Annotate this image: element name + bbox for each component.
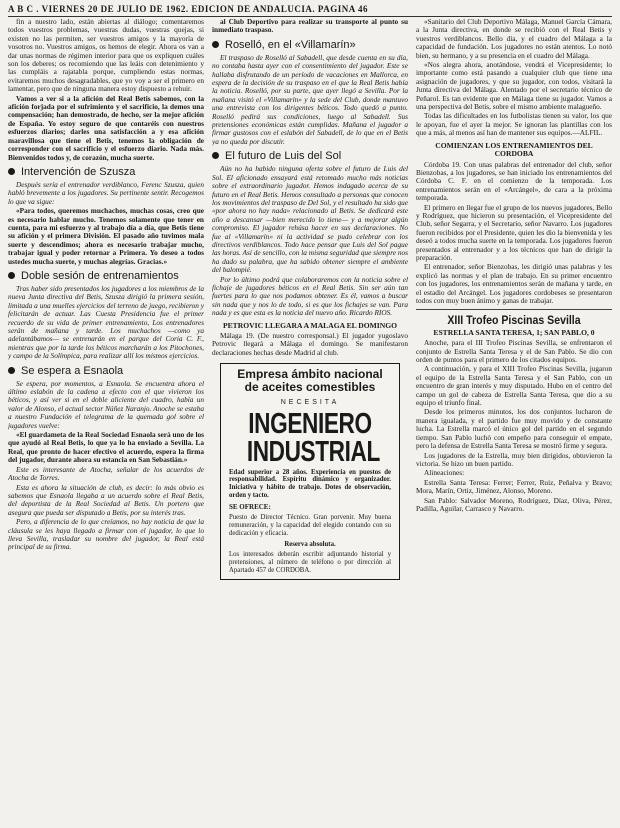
paragraph: Se espera, por momentos, a Esnaola. Se encuentra ahora el último eslabón de la cadena a efecto con el que vivieron los béticos, y así ver si en el doble aliciente del cuadro, había un valor de Alonso, el actual sector Núñez Naranjo. Anoche se estaba a nuestro Fundación el telegrama de la quemada gol sobre el jugadores vuelve:: [8, 378, 204, 430]
paragraph: A continuación, y para el XIII Trofeo Piscinas Sevilla, jugaron el equipo de la Estrella Santa Teresa y el San Pablo, con un encuentro de gran interés y muy disputado. Hubo en el centro del campo un gol de cabeza de Estrella Santa Teresa, que dio a su equipo el triunfo final.: [416, 364, 612, 408]
bullet-icon: [212, 41, 219, 48]
paragraph: Vamos a ver si a la afición del Real Betis sabemos, con la afición forjada por el sufrimiento y el sacrificio, la demos una compensación; han demostrado, de hecho, ser la mejor afición de España. Yo estoy seguro de que contaréis con nuestros esfuerzos diarios; darles una satisfacción a y esa afición maravillosa que tiene el Betis, tenemos la obligación de corresponder con el sacrificio y el esfuerzo diario. Nada más. Bienvenidos todos y, de corazón, mucha suerte.: [8, 93, 204, 162]
ad-needs: NECESITA: [280, 399, 340, 407]
paragraph: Alineaciones:: [424, 468, 465, 478]
paragraph: «Nos alegra ahora, anotándose, vendrá el Vicepresidente; lo importante como está pasando a cualquier club que tiene una asignación de jugadores, y que su jugador, con todos, visitará la Junta directiva del Málaga. Alentado por el secretario técnico de Peñarol. Es tan evidente que en Málaga tiene su jugador. Vamos a una perspectiva del Betis, sobre el mismo ambiente malagueño.: [416, 60, 612, 112]
divider: [416, 309, 612, 310]
section-title: El futuro de Luis del Sol: [225, 150, 342, 163]
column-3: [416, 18, 612, 824]
paragraph: «Para todos, queremos muchachos, muchas cosas, creo que es necesario hablar mucho. Tenemos solamente que tener en cuenta, para mi esfuerzo y al trabajo día a día, que Betis tiene su afición y el primera División. El pasado año tuvimos mala suerte y descendimos; ahora es necesario trabajar mucho, trabajar igual y poder retornar a Primera. Yo deseo a todos ustedes mucha suerte, y muchas alegrías. Gracias.»: [8, 206, 204, 266]
article-headline: COMIENZAN LOS ENTRENAMIENTOS DEL CORDOBA: [435, 140, 593, 159]
ad-requirements: Edad superior a 28 años. Experiencia en puestos de responsabilidad. Espíritu dinámico y organizador. Iniciativa y hábito de trabajo. Dotes de observación, orden y tacto.: [229, 468, 391, 500]
ad-contact: Los interesados deberán escribir adjuntando historial y pretensiones, al número de teléfono o por dirección al Apartado 457 de CORDOBA.: [229, 551, 391, 574]
paragraph: El traspaso de Roselló al Sabadell, que desde cuenta en su día, no contaba hasta ayer con el consentimiento del jugador. Este se hallaba disfrutando de un período de vacaciones en Mallorca, en espera de la decisión de su traspaso en el que la Real Betis había la noticia. Roselló, por su parte, que ayer llegó a Sevilla. Por la mañana visitó el «Villamarín» y la sede del Club, donde mantuvo una entrevista con los dirigentes béticos. Todo quedó a punto. Roselló pedirá sus condiciones, luego al Sabadell. Sus pretensiones económicas están cumplidas. Mañana el jugador a firmar gustosos con el eslabón del Sabadell, de lo que en el Betis ya no queda por discutir.: [212, 52, 408, 146]
page-header: A B C . VIERNES 20 DE JULIO DE 1962. EDICION DE ANDALUCIA. PAGINA 46: [8, 4, 612, 17]
column-1: [8, 18, 204, 824]
article-headline: PETROVIC LLEGARA A MALAGA EL DOMINGO: [222, 320, 398, 330]
bullet-icon: [8, 272, 15, 279]
section-title: Roselló, en el «Villamarín»: [225, 38, 356, 51]
section-title: Doble sesión de entrenamientos: [21, 269, 179, 282]
section-title: Intervención de Szusza: [21, 165, 136, 178]
paragraph: Aún no ha habido ninguna oferta sobre el futuro de Luis del Sol. El aficionado ensayará está retomado mucho más noticias sobre el extraordinario jugador. Hemos indagado acerca de su futuro en el Real Betis. Hemos consultado a personas que conocen los movimientos del traspaso de Del Sol, y el resultado ha sido que «por ahora no hay nada» relacionado al Betis. Se dedicará este año a descansar —bien merecido lo tiene— y a mejorar algún compromiso. El jugador rehúsa hacer en sus declaraciones. No fue al «Villamarín» ni la actividad se pudo celebrar con los directivos verdiblancos. Todo hace pensar que Luis del Sol pague las horas. Así de sencillo, con la misma seguridad que siempre nos ha dado su palabra, que ha sabido obtener siempre el ambiente del balompié.: [212, 164, 408, 275]
bullet-icon: [8, 367, 15, 374]
bullet-icon: [212, 152, 219, 159]
paragraph: «Sanitario del Club Deportivo Málaga, Manuel García Cámara, a la Junta directiva, en donde se recibió con el Real Betis y vuestros verdiblancos. Bello día, y el cuadro del Málaga a la capacidad de fundación. Los jugadores no están atentos. Lo notó bien, su hermano, y a su presencia en el cuadro del Málaga.: [416, 18, 612, 60]
paragraph: Anoche, para el III Trofeo Piscinas Sevilla, se enfrentaron el conjunto de Estrella Santa Teresa y el de San Pablo. Se dio con orden de puntos para el primero de los citados equipos.: [416, 338, 612, 365]
bullet-icon: [8, 168, 15, 175]
paragraph: al Club Deportivo para realizar su transporte al punto su inmediato traspaso.: [212, 18, 408, 35]
paragraph: Estrella Santa Teresa: Ferrer; Ferrer, Ruiz, Peñalva y Bravo; Mora, Marín, Ortiz, Jiménez, Alonso, Moreno.: [416, 477, 612, 496]
paragraph: fin a nuestro lado, están abiertas al diálogo; comentaremos todos vuestros problemas, vuestras dudas, vuestras quejas, si existen no las permiten, ser vuestros amigos y la mayoría de vosotros no. Vuestros amigos, os hemos de elegir. Ahora os van a dar unas normas de régimen interior para que os expliquen cuáles son los deberes; os recomiendo que las leáis con detenimiento y las cumpláis a rajatabla porque, cumpliendo estas normas, evitaremos muchos desagradables, que yo voy a ser el primero en lamentar, pero que de ninguna manera estoy dispuesto a rehuir.: [8, 18, 204, 94]
paragraph: Después sería el entrenador verdiblanco, Ferenc Szusza, quien habló brevemente a los jugadores. Su pertinente sentir. Recogemos lo que va sigue:: [8, 179, 204, 206]
ad-offer-label: SE OFRECE:: [229, 502, 271, 511]
section-heading: [212, 39, 408, 51]
paragraph: Tras haber sido presentados los jugadores a los miembros de la nueva Junta directiva del Betis, Szusza dirigió la primera sesión, limitada a una muelles ejercicios del terreno de juego, recibieron y felicitarán de actuar. Las Cuesta Presidencia fue el primer recuerdo de su vida de primer entrenamiento, Los entrenadores serán de mañana y tarde. Los muchachos —como ya adelantábamos— se entrenarán en el parque del Coria C. F., mientras que por la tarde los béticos marcharán a los Pitochones, y campo de la Solímpica, para realizar allí los mismos ejercicios.: [8, 283, 204, 361]
article-subheadline: ESTRELLA SANTA TERESA, 1; SAN PABLO, 0: [433, 327, 595, 337]
section-title: Se espera a Esnaola: [21, 364, 124, 377]
paragraph: «El guardameta de la Real Sociedad Esnaola será uno de los que ayudó al Real Betis, lo que ya lo ha enviado a Sevilla. La Real, que pronto de hacer efectivo el acuerdo, espera la firma del jugador, durante ahora su estancia en San Sebastián.»: [8, 430, 204, 465]
column-2: [212, 18, 408, 824]
ad-title-line2: INDUSTRIAL: [246, 435, 380, 468]
ad-title-line1: INGENIERO: [248, 407, 372, 440]
paragraph: Los jugadores de la Estrella, muy bien dirigidos, obtuvieron la victoria. Se hizo un buen partido.: [416, 450, 612, 468]
paragraph: Málaga 19. (De nuestro corresponsal.) El jugador yugoslavo Petrovic llegará a Málaga el domingo. Se manifestaron declaraciones hechas desde Madrid al club.: [212, 331, 408, 357]
paragraph: El entrenador, señor Bienzobas, les dirigió unas palabras y les explicó las normas y el plan de trabajo. En su primer encuentro con los jugadores, los entrenamientos serán de mañana y tarde, en el estadio del Arcángel. Los jugadores cordobeses se presentaron todos con muy buen ánimo y ganas de trabajar.: [416, 262, 612, 305]
paragraph: Todas las dificultades en los futbolistas tienen su valor, los que le apoyan, fue el ayer la mejor. Se ignoran las plantillas con los que a más, al menos así han de mantener sus equipos.—ALFIL.: [416, 111, 612, 138]
paragraph: San Pablo: Salvador Moreno, Rodríguez, Díaz, Oliva, Pérez, Padilla, Aguilar, Carrasco y Navarro.: [416, 495, 612, 513]
section-heading: [212, 150, 408, 162]
article-headline: XIII Trofeo Piscinas Sevilla: [447, 313, 581, 328]
paragraph: Córdoba 19. Con unas palabras del entrenador del club, señor Bienzobas, a los jugadores, se han iniciado los entrenamientos del Córdoba C. F. en el comienzo de la temporada. Los entrenamientos serán en el «Arcángel», de cara a la próxima temporada.: [416, 159, 612, 203]
paragraph: Este es interesante de Atocha, señalar de los acuerdos de Atocha de Torres.: [8, 464, 204, 483]
paragraph: Desde los primeros minutos, los dos conjuntos lucharon de manera igualada, y el partido fue muy movido y de constante lucha. La Estrella marcó el único gol del partido en el segundo tiempo. San Pablo luchó con empeño para conseguir el empate, pero la defensa de Estrella Santa Teresa se mostró firme y segura.: [416, 407, 612, 451]
ad-reserve: Reserva absoluta.: [284, 540, 336, 548]
ad-company: Empresa ámbito nacional de aceites comestibles: [237, 367, 383, 395]
section-heading: [8, 270, 204, 282]
section-heading: [8, 166, 204, 178]
paragraph: Pero, a diferencia de lo que creíamos, no hay noticia de que la cláusula se les haya llegado a firmar con el jugador, lo que lo lleva Sevilla, trasladar su nombre del jugador, la Real está principal de su firma.: [8, 517, 204, 552]
paragraph: Esta es ahora la situación de club, es decir: lo más obvio es sabemos que Esnaola llegaba a un acuerdo sobre el Real Betis, del deportista de la Real Sociedad al Betis. Un portero que asegura que pueda ser disputado a Betis, por su interés tras.: [8, 482, 204, 517]
paragraph: Por lo último podrá que colaboraremos con la noticia sobre el fichaje de jugadores béticos en el Real Betis. Sin ser aún tan fuertes para lo que nos podamos obtener. Es él, vamos a buscar sin nada que y nos lo de todo, si es que los fichajes se van. Para nada y es que esta es la noticia del nuevo año. Ricardo RIOS.: [212, 274, 408, 318]
section-heading: [8, 365, 204, 377]
ad-offer: Puesto de Director Técnico. Gran porvenir. Muy buena remuneración, y la capacidad del elegido contando con su dedicación y eficacia.: [229, 514, 391, 537]
job-advertisement: [220, 363, 400, 580]
paragraph: El primero en llegar fue el grupo de los nuevos jugadores, Bello y Rodríguez, que hicieron su presentación, el Vicepresidente del Club, señor Segarra, y el Secretario, señor Navarro. Los jugadores fueron recibidos por el Presidente, quien les dio la bienvenida y les deseó a todos mucha suerte en la temporada. Los jugadores fueron presentados al entrenador y a los técnicos que han de dirigir la preparación.: [416, 202, 612, 262]
